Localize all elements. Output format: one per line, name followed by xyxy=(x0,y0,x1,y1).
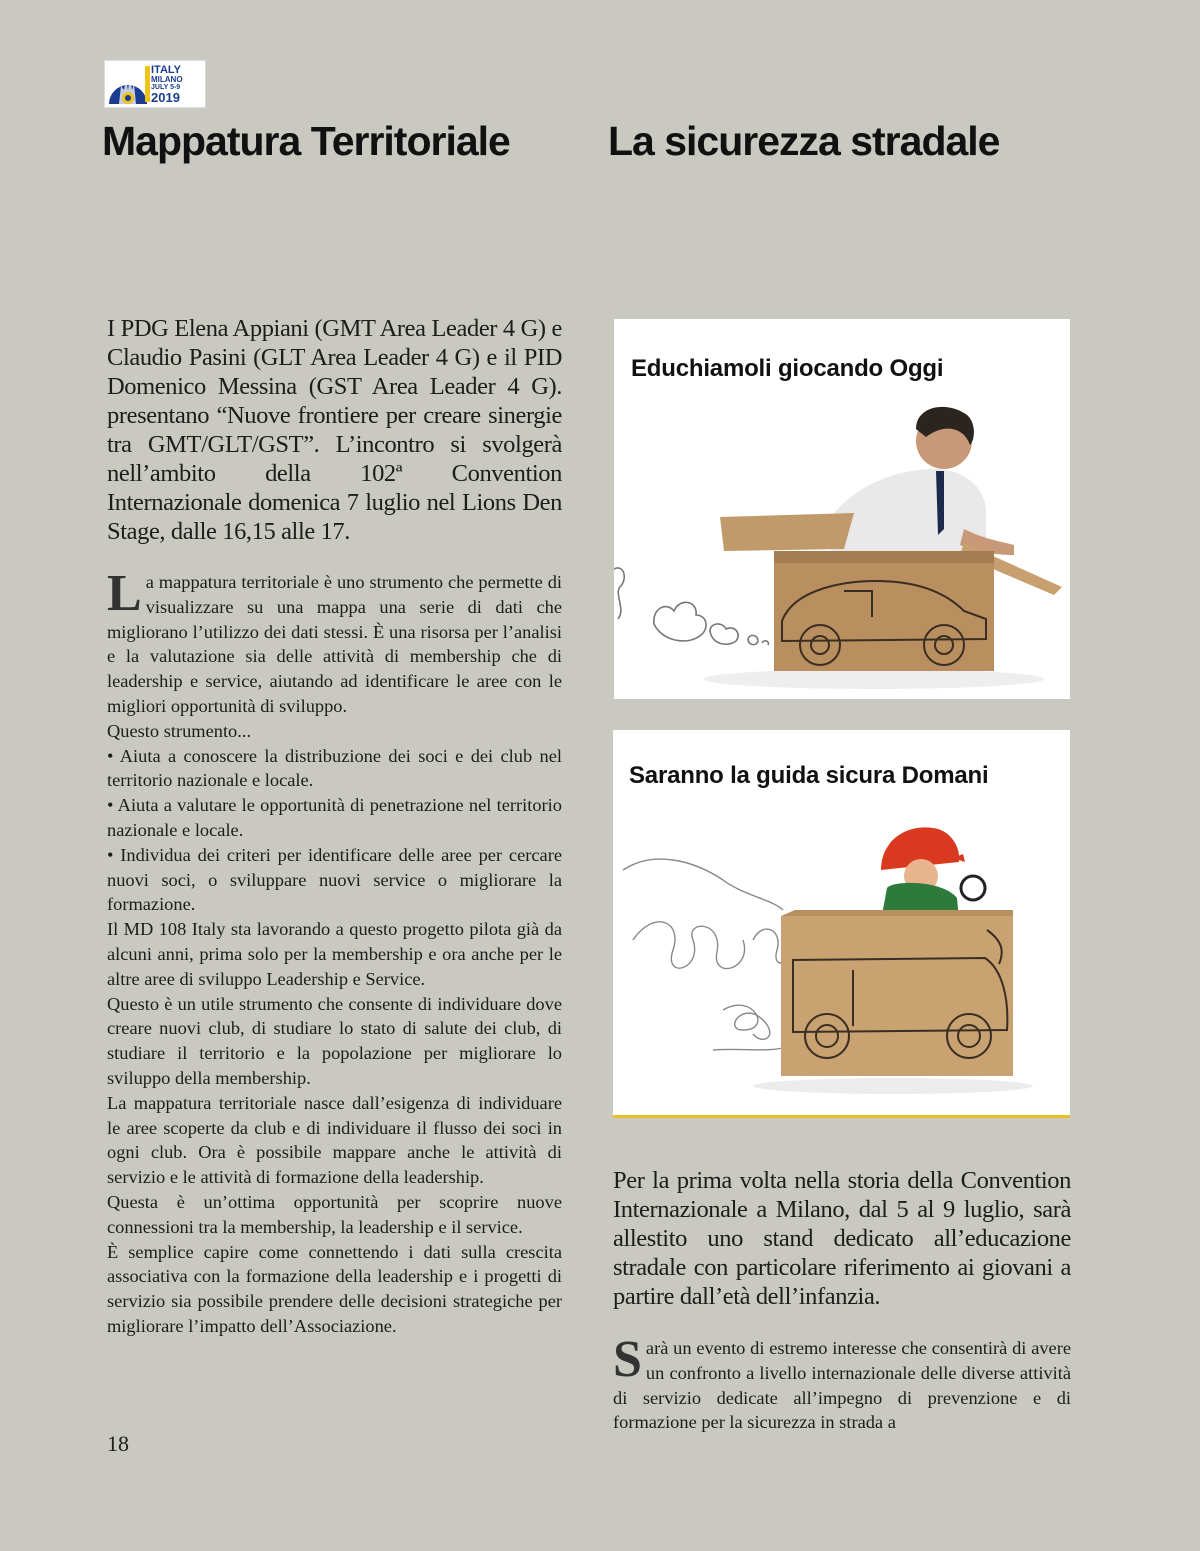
convention-logo xyxy=(104,60,206,108)
left-paragraph-5: La mappatura territoriale nasce dall’esigenza di individuare le aree scoperte da club e di individuare il flusso dei soci in ogni club. Ora è possibile mappare anche le attività di servizio e le attività di formazione della leadership. xyxy=(107,1092,562,1188)
left-paragraph-3: Il MD 108 Italy sta lavorando a questo progetto pilota già da alcuni anni, prima solo per la membership e ora anche per le altre aree di sviluppo Leadership e Service. xyxy=(107,919,562,989)
right-lead-paragraph: Per la prima volta nella storia della Convention Internazionale a Milano, dal 5 al 9 luglio, sarà allestito uno stand dedicato all’educazione stradale con particolare riferimento ai giovani a partire dall’età dell’infanzia. xyxy=(613,1167,1071,1310)
left-body-text xyxy=(107,565,562,1339)
left-paragraph-6: Questa è un’ottima opportunità per scoprire nuove connessioni tra la membership, la leadership e il service. xyxy=(107,1191,562,1237)
right-body-text xyxy=(613,1331,1071,1435)
left-paragraph-1 xyxy=(107,565,562,719)
left-paragraph-1-text: a mappatura territoriale è uno strumento che permette di visualizzare su una mappa una serie di dati che migliorano l’utilizzo dei dati stessi. È una risorsa per l’analisi e la valutazione sia delle attività di membership che di leadership e service, aiutando ad identificare le aree con le migliori opportunità di sviluppo. xyxy=(107,572,562,716)
photo-2-caption: Saranno la guida sicura Domani xyxy=(629,762,989,789)
photo-man-in-cardboard-car xyxy=(614,319,1070,699)
bullet-item: • Aiuta a conoscere la distribuzione dei soci e dei club nel territorio nazionale e locale. xyxy=(107,745,562,791)
logo-city: MILANO xyxy=(151,74,183,84)
bullet-item: • Individua dei criteri per identificare delle aree per cercare nuovi soci, o sviluppare nuovi service o migliorare la formazione. xyxy=(107,844,562,915)
bullet-item: • Aiuta a valutare le opportunità di penetrazione nel territorio nazionale e locale. xyxy=(107,795,562,840)
left-lead-paragraph: I PDG Elena Appiani (GMT Area Leader 4 G) e Claudio Pasini (GLT Area Leader 4 G) e il PID Domenico Messina (GST Area Leader 4 G). presentano “Nuove frontiere per creare sinergie tra GMT/GLT/GST”. L’incontro si svolgerà nell’ambito della 102ª Convention Internazionale domenica 7 luglio nel Lions Den Stage, dalle 16,15 alle 17. xyxy=(107,315,562,545)
photo-1-caption: Educhiamoli giocando Oggi xyxy=(631,355,944,382)
logo-year: 2019 xyxy=(151,89,180,105)
right-paragraph-1-text: arà un evento di estremo interesse che consentirà di avere un confronto a livello internazionale delle diverse attività di servizio dedicate all’impegno di prevenzione e di formazione per la sicurezza in strada a xyxy=(613,1338,1071,1433)
logo-text xyxy=(151,65,183,104)
logo-dates: JULY 5-9 xyxy=(151,83,181,91)
heading-sicurezza: La sicurezza stradale xyxy=(608,118,1000,164)
photo-child-in-cardboard-car xyxy=(613,730,1070,1118)
left-paragraph-4: Questo è un utile strumento che consente di individuare dove creare nuovi club, di studiare lo stato di salute dei club, di studiare il territorio e la popolazione per migliorare lo sviluppo della membership. xyxy=(107,993,562,1088)
right-paragraph-1 xyxy=(613,1331,1071,1435)
left-paragraph-7: È semplice capire come connettendo i dati sulla crescita associativa con la formazione della leadership e i progetti di servizio sia possibile prendere delle decisioni strategiche per migliorare l’impatto dell’Associazione. xyxy=(107,1241,562,1336)
dropcap-l: L xyxy=(107,565,142,622)
dropcap-s: S xyxy=(613,1331,642,1388)
lions-convention-logo-icon xyxy=(105,62,151,106)
logo-country: ITALY xyxy=(151,63,181,76)
left-paragraph-2: Questo strumento... xyxy=(107,720,252,741)
page-number: 18 xyxy=(107,1431,129,1456)
heading-mappatura: Mappatura Territoriale xyxy=(102,118,510,164)
